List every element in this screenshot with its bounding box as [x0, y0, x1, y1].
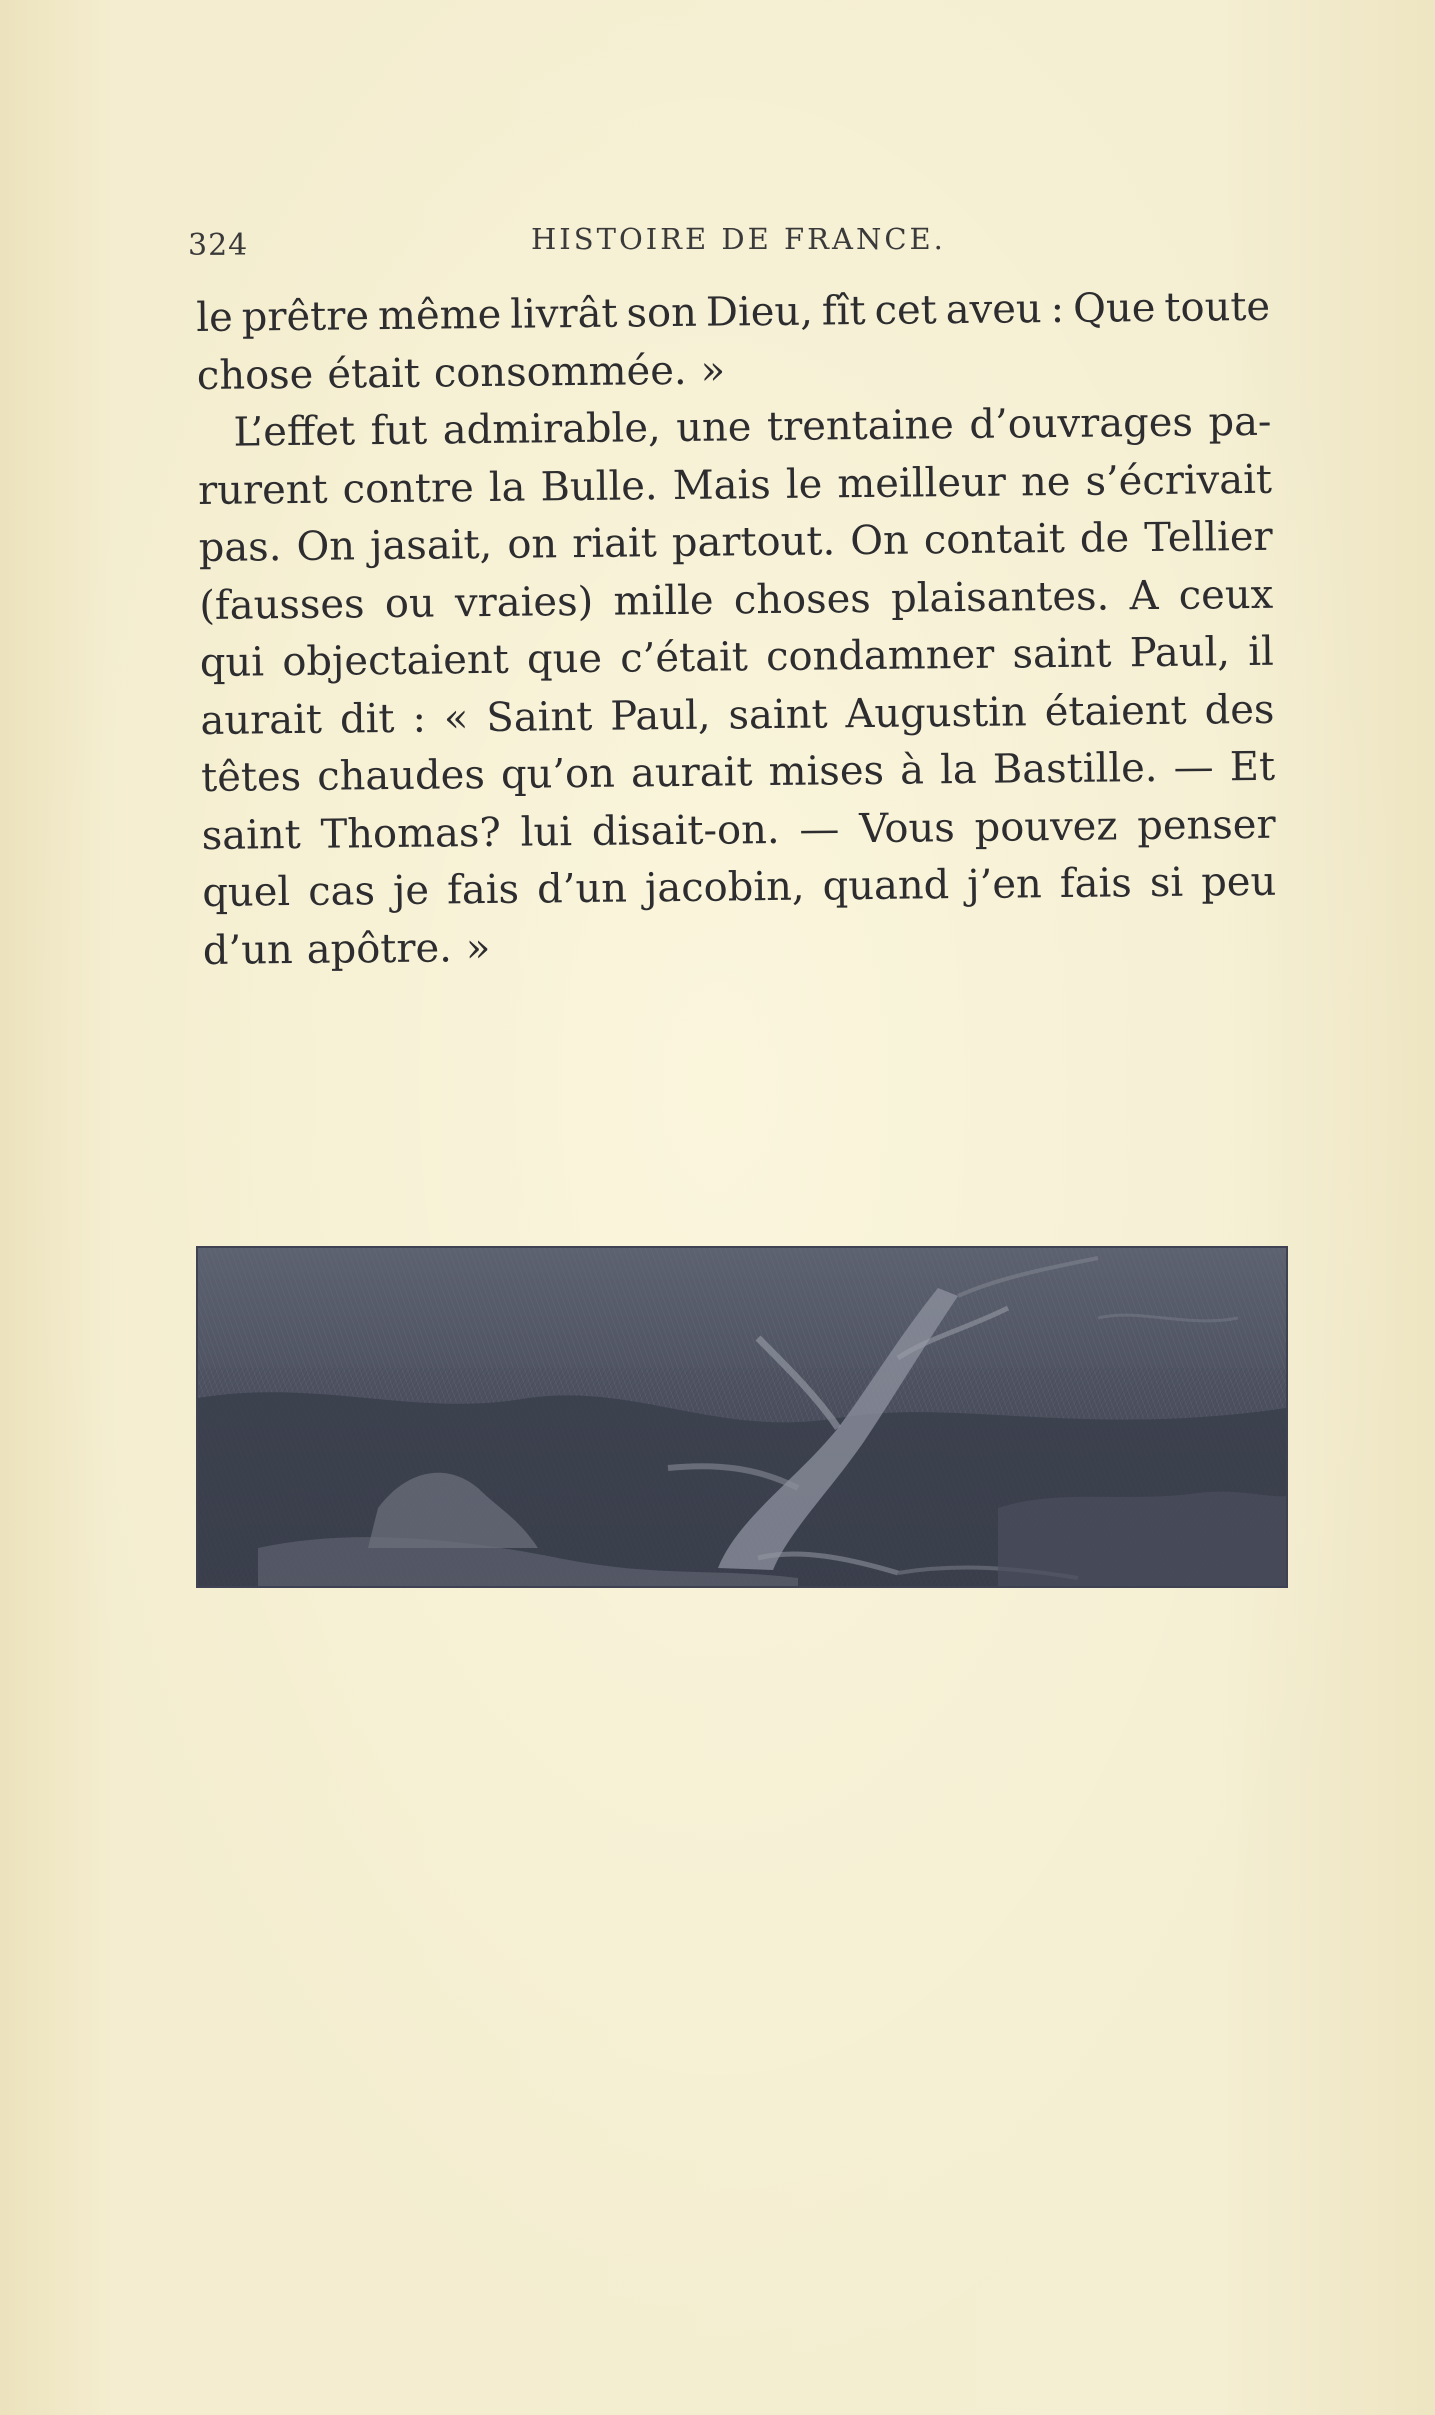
word: quand	[822, 862, 950, 910]
word: «	[443, 694, 469, 741]
word: saint	[728, 690, 828, 738]
word: Paul,	[610, 692, 711, 740]
word: »	[700, 346, 726, 394]
word: »	[465, 924, 491, 971]
word: peu	[1200, 858, 1277, 906]
word: apôtre.	[306, 924, 453, 973]
word: étaient	[1044, 687, 1187, 735]
word: des	[1204, 686, 1275, 733]
word: penser	[1136, 801, 1276, 849]
page-number: 324	[188, 228, 249, 263]
word: d’un	[202, 926, 293, 974]
word: trentaine	[766, 402, 955, 451]
word: si	[1149, 859, 1184, 907]
word: cas	[307, 868, 376, 915]
word: L’effet	[233, 408, 356, 456]
word: la	[939, 746, 978, 794]
word: saint	[1012, 630, 1112, 678]
word: Bulle.	[540, 462, 658, 510]
word: Mais	[672, 461, 772, 509]
word: son	[626, 289, 698, 337]
word: Et	[1229, 743, 1276, 791]
word: aurait	[630, 749, 753, 797]
word: mises	[768, 747, 885, 796]
word: :	[1050, 285, 1065, 333]
word: rurent	[197, 466, 328, 514]
word: j’en	[966, 861, 1043, 908]
word: Tellier	[1143, 513, 1273, 562]
word: consommée.	[433, 347, 687, 397]
word: —	[799, 805, 840, 853]
word: On	[849, 517, 909, 565]
word: cet	[874, 287, 937, 334]
word: ne	[1020, 458, 1071, 505]
word: vraies)	[454, 578, 594, 626]
word: de	[1079, 515, 1130, 562]
word: aveu	[945, 286, 1042, 334]
word: s’écrivait	[1085, 456, 1273, 505]
word: livrât	[510, 290, 618, 338]
word: Que	[1072, 284, 1156, 332]
word: partout.	[671, 518, 836, 567]
word: saint	[201, 811, 301, 859]
engraving-illustration	[196, 1246, 1288, 1588]
word: fut	[370, 407, 428, 455]
page-header	[188, 218, 1268, 263]
word: pas.	[198, 524, 282, 571]
word: prêtre	[241, 293, 370, 341]
word: même	[377, 291, 502, 340]
word: (fausses	[199, 580, 365, 629]
word: Saint	[486, 693, 593, 741]
word: était	[327, 350, 421, 398]
word: pa-	[1208, 398, 1272, 446]
word: condamner	[765, 631, 995, 681]
word: à	[899, 747, 925, 794]
word: ou	[384, 580, 435, 627]
word: objectaient	[282, 636, 509, 686]
word: Dieu,	[705, 288, 814, 336]
word: fît	[821, 287, 866, 335]
word: choses	[733, 575, 872, 623]
word: jacobin,	[644, 863, 805, 912]
word: On	[296, 523, 356, 570]
word: je	[392, 867, 430, 914]
text-line	[196, 279, 1271, 348]
word: le	[196, 294, 234, 341]
word: aurait	[200, 696, 323, 744]
word: chaudes	[317, 752, 486, 800]
text-line	[198, 509, 1273, 578]
word: Paul,	[1129, 629, 1231, 677]
word: Bastille.	[992, 744, 1158, 793]
word: contre	[342, 464, 475, 512]
word: —	[1173, 744, 1214, 791]
word: le	[785, 460, 823, 508]
word: riait	[571, 520, 658, 568]
word: toute	[1164, 283, 1271, 331]
running-title: HISTOIRE DE FRANCE.	[531, 222, 946, 256]
word: :	[412, 695, 427, 742]
word: qui	[199, 639, 265, 686]
word: d’ouvrages	[969, 399, 1194, 448]
engraving-art	[198, 1248, 1286, 1586]
text-line	[202, 854, 1277, 923]
word: que	[526, 635, 603, 683]
word: meilleur	[837, 459, 1007, 507]
body-text	[196, 279, 1277, 980]
word: pouvez	[974, 802, 1118, 851]
word: mille	[613, 577, 714, 625]
word: disait-on.	[591, 806, 780, 855]
word: admirable,	[442, 405, 661, 454]
word: il	[1247, 628, 1275, 675]
word: on	[507, 521, 558, 568]
word: ceux	[1178, 571, 1274, 619]
word: Augustin	[845, 688, 1027, 737]
word: A	[1129, 572, 1159, 619]
word: chose	[196, 351, 314, 399]
word: Thomas?	[320, 809, 502, 858]
word: dit	[339, 695, 395, 743]
word: lui	[520, 808, 573, 856]
word: c’était	[620, 634, 749, 682]
word: la	[488, 464, 526, 511]
word: plaisantes.	[890, 572, 1110, 622]
word: têtes	[200, 753, 302, 801]
text-line	[203, 911, 1278, 980]
word: quel	[202, 869, 291, 916]
word: d’un	[536, 865, 628, 913]
word: une	[676, 404, 752, 451]
word: contait	[923, 515, 1066, 564]
word: qu’on	[500, 750, 616, 798]
word: fais	[1059, 860, 1133, 907]
word: jasait,	[369, 521, 493, 570]
word: fais	[446, 866, 520, 914]
word: Vous	[858, 804, 956, 852]
